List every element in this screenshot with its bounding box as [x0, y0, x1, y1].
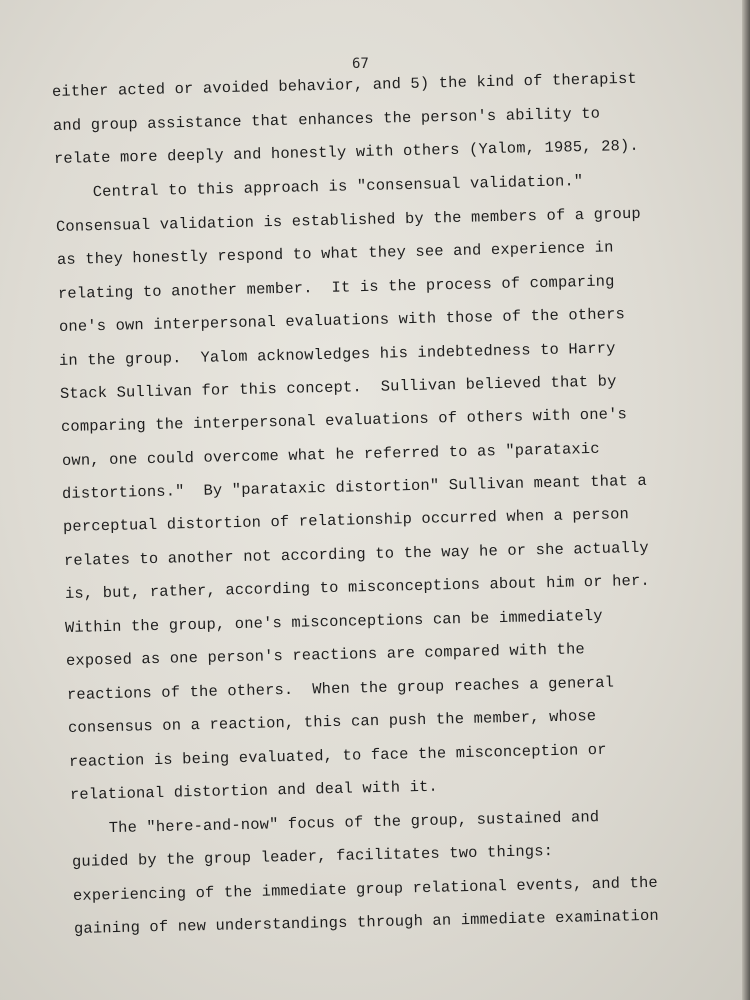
text-line: The "here-and-now" focus of the group, sustained and	[70, 808, 600, 838]
text-line: reaction is being evaluated, to face the misconception or	[68, 740, 607, 771]
text-line: Central to this approach is "consensual validation."	[54, 172, 584, 202]
text-line: is, but, rather, according to misconceptions about him or her.	[64, 571, 651, 603]
text-line: guided by the group leader, facilitates two things:	[71, 842, 554, 871]
text-line: distortions." By "parataxic distortion" Sullivan meant that a	[61, 471, 648, 503]
text-line: Stack Sullivan for this concept. Sullivan believed that by	[59, 372, 617, 403]
text-line: experiencing of the immediate group relational events, and the	[72, 873, 659, 905]
text-line: as they honestly respond to what they see and experience in	[56, 238, 614, 269]
text-line: comparing the interpersonal evaluations of others with one's	[60, 405, 628, 436]
text-line: own, one could overcome what he referred to as "parataxic	[61, 439, 600, 470]
text-line: reactions of the others. When the group reaches a general	[66, 673, 615, 704]
text-line: and group assistance that enhances the person's ability to	[52, 104, 601, 135]
text-line: relating to another member. It is the process of comparing	[57, 272, 615, 303]
text-line: Consensual validation is established by the members of a group	[55, 204, 642, 236]
text-line: perceptual distortion of relationship occurred when a person	[62, 505, 630, 536]
text-line: relates to another not according to the way he or she actually	[63, 538, 650, 570]
text-line: exposed as one person's reactions are compared with the	[65, 640, 586, 670]
text-line: gaining of new understandings through an immediate examination	[73, 906, 660, 938]
text-line: relate more deeply and honestly with others (Yalom, 1985, 28).	[53, 136, 640, 168]
page-number: 67	[352, 56, 369, 72]
text-line: in the group. Yalom acknowledges his indebtedness to Harry	[58, 339, 616, 370]
text-line: either acted or avoided behavior, and 5) the kind of therapist	[51, 69, 638, 101]
text-line: one's own interpersonal evaluations with those of the others	[58, 305, 626, 336]
text-line: Within the group, one's misconceptions can be immediately	[64, 606, 603, 637]
text-line: relational distortion and deal with it.	[69, 777, 439, 804]
text-line: consensus on a reaction, this can push the member, whose	[67, 707, 597, 737]
